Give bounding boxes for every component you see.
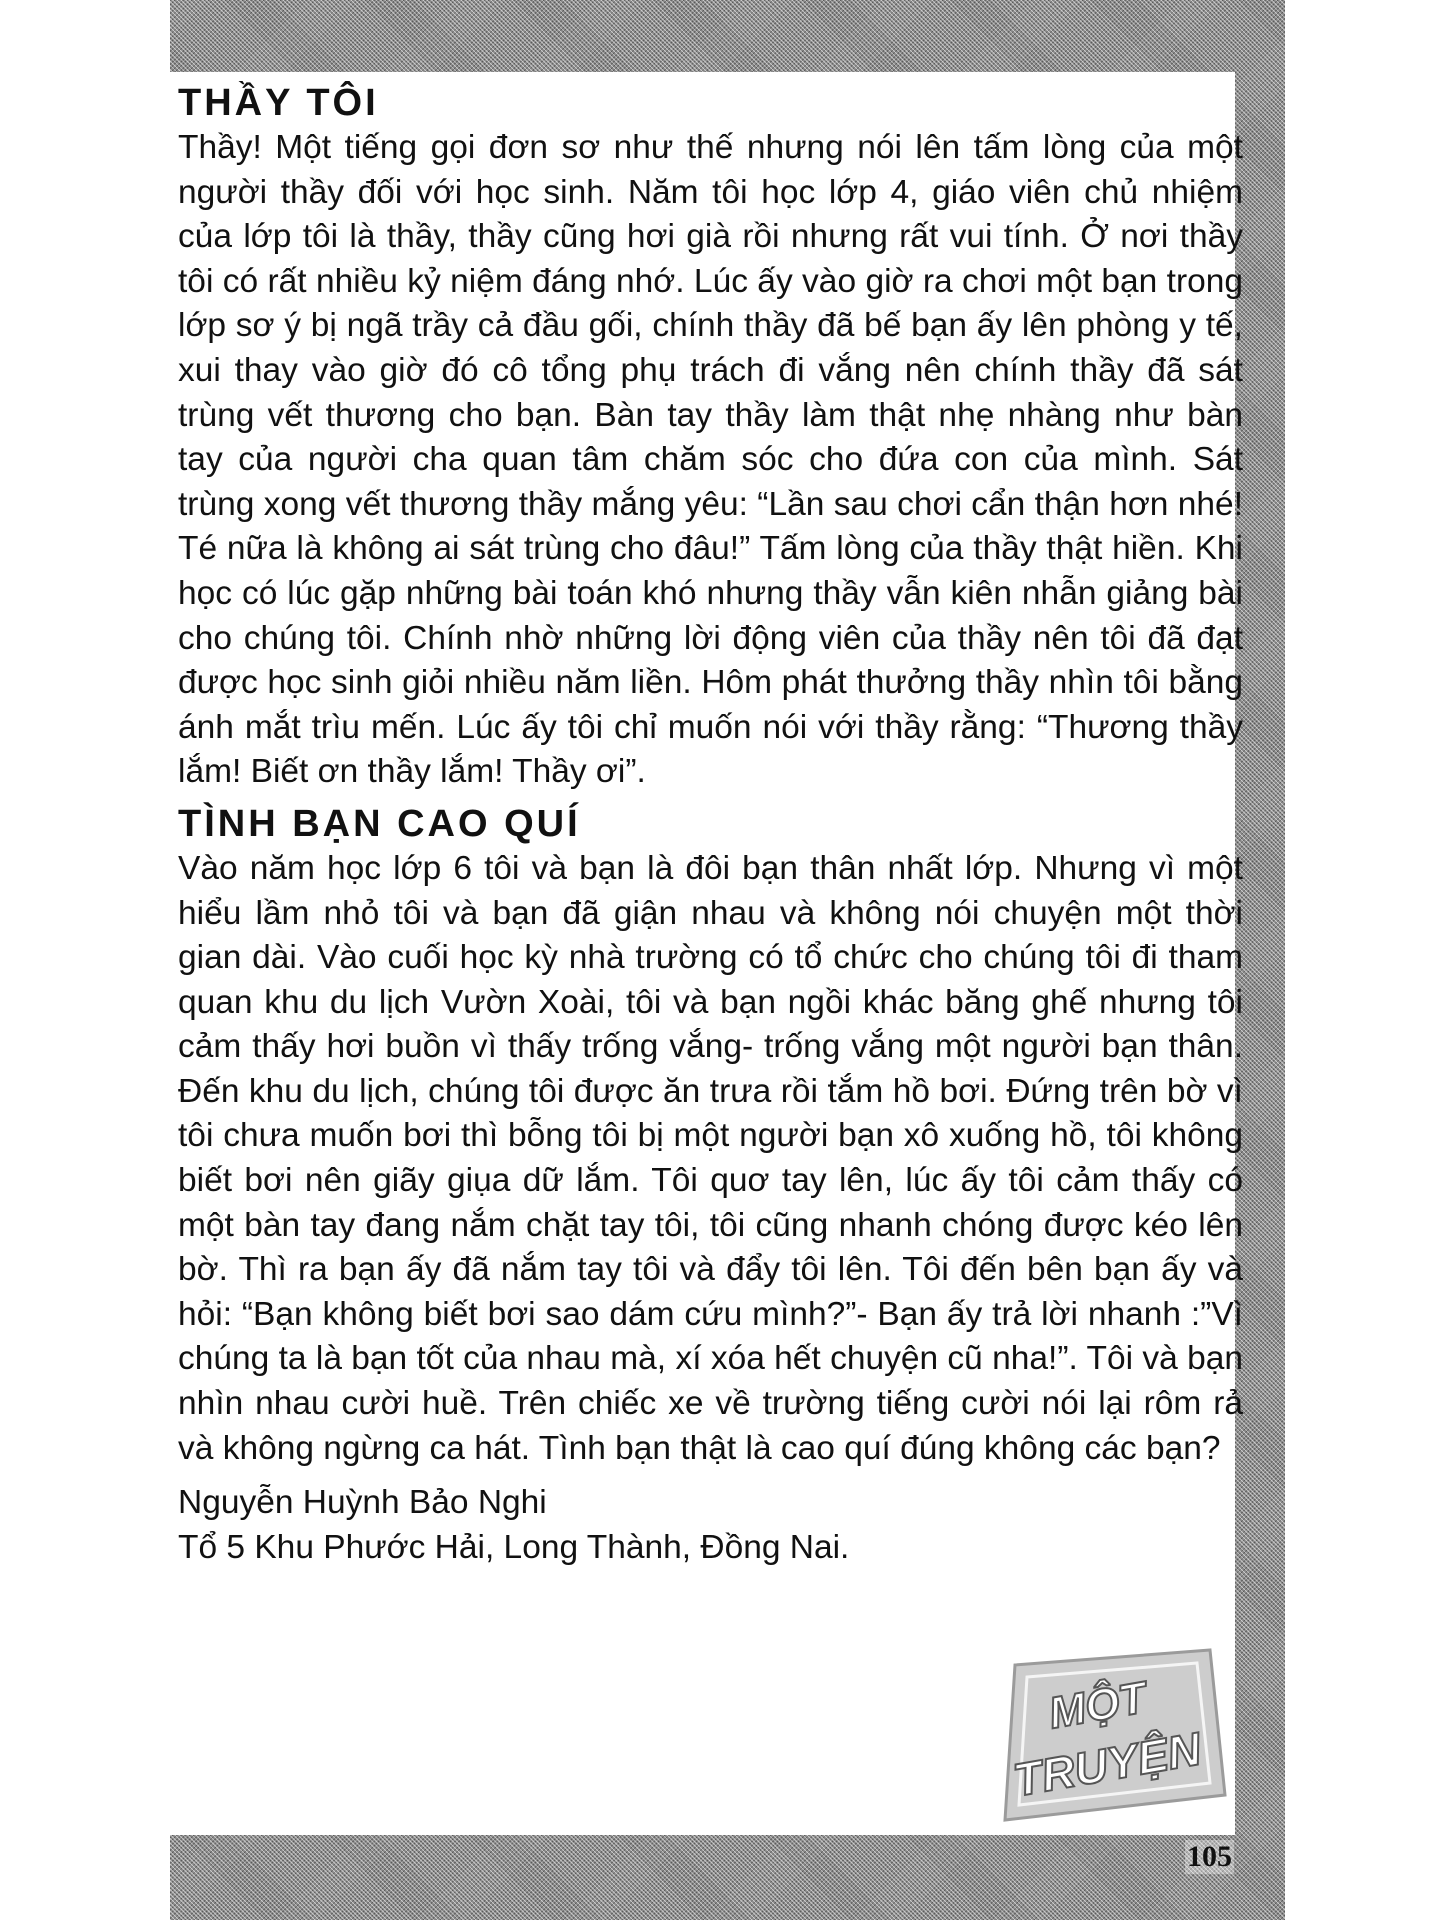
author-address: Tổ 5 Khu Phước Hải, Long Thành, Đồng Nai. <box>178 1528 850 1566</box>
section-body-thay-toi: Thầy! Một tiếng gọi đơn sơ như thế nhưng nói lên tấm lòng của một người thầy đối với học sinh. Năm tôi học lớp 4, giáo viên chủ nhiệm của lớp tôi là thầy, thầy cũng hơi già rồi nhưng rất vui tính. Ở nơi thầy tôi có rất nhiều kỷ niệm đáng nhớ. Lúc ấy vào giờ ra chơi một bạn trong lớp sơ ý bị ngã trầy cả đầu gối, chính thầy đã bế bạn ấy lên phòng y tế, xui thay vào giờ đó cô tổng phụ trách đi vắng nên chính thầy đã sát trùng vết thương cho bạn. Bàn tay thầy làm thật nhẹ nhàng như bàn tay của người cha quan tâm chăm sóc cho đứa con của mình. Sát trùng xong vết thương thầy mắng yêu: “Lần sau chơi cẩn thận hơn nhé! Té nữa là không ai sát trùng cho đâu!” Tấm lòng của thầy thật hiền. Khi học có lúc gặp những bài toán khó nhưng thầy vẫn kiên nhẫn giảng bài cho chúng tôi. Chính nhờ những lời động viên của thầy nên tôi đã đạt được học sinh giỏi nhiều năm liền. Hôm phát thưởng thầy nhìn tôi bằng ánh mắt trìu mến. Lúc ấy tôi chỉ muốn nói với thầy rằng: “Thương thầy lắm! Biết ơn thầy lắm! Thầy ơi”. <box>178 129 1243 791</box>
page-number: 105 <box>1187 1840 1232 1873</box>
section-title-tinh-ban: TÌNH BẠN CAO QUÍ <box>178 802 581 845</box>
watermark-line2: TRUYỆN <box>1009 1722 1205 1807</box>
watermark-line1: MỘT <box>1045 1673 1150 1739</box>
section-title-thay-toi: THẦY TÔI <box>178 82 379 124</box>
article-content <box>178 80 1243 1570</box>
watermark-logo <box>985 1645 1235 1835</box>
section-body-tinh-ban: Vào năm học lớp 6 tôi và bạn là đôi bạn thân nhất lớp. Nhưng vì một hiểu lầm nhỏ tôi và bạn đã giận nhau và không nói chuyện một thời gian dài. Vào cuối học kỳ nhà trường có tổ chức cho chúng tôi đi tham quan khu du lịch Vườn Xoài, tôi và bạn ngồi khác băng ghế nhưng tôi cảm thấy hơi buồn vì thấy trống vắng- trống vắng một người bạn thân. Đến khu du lịch, chúng tôi được ăn trưa rồi tắm hồ bơi. Đứng trên bờ vì tôi chưa muốn bơi thì bỗng tôi bị một người bạn xô xuống hồ, tôi không biết bơi nên giãy giụa dữ lắm. Tôi quơ tay lên, lúc ấy tôi cảm thấy có một bàn tay đang nắm chặt tay tôi, tôi cũng nhanh chóng được kéo lên bờ. Thì ra bạn ấy đã nắm tay tôi và đẩy tôi lên. Tôi đến bên bạn ấy và hỏi: “Bạn không biết bơi sao dám cứu mình?”- Bạn ấy trả lời nhanh :”Vì chúng ta là bạn tốt của nhau mà, xí xóa hết chuyện cũ nha!”. Tôi và bạn nhìn nhau cười huề. Trên chiếc xe về trường tiếng cười nói lại rôm rả và không ngừng ca hát. Tình bạn thật là cao quí đúng không các bạn? <box>178 849 1243 1467</box>
author-name: Nguyễn Huỳnh Bảo Nghi <box>178 1484 547 1522</box>
